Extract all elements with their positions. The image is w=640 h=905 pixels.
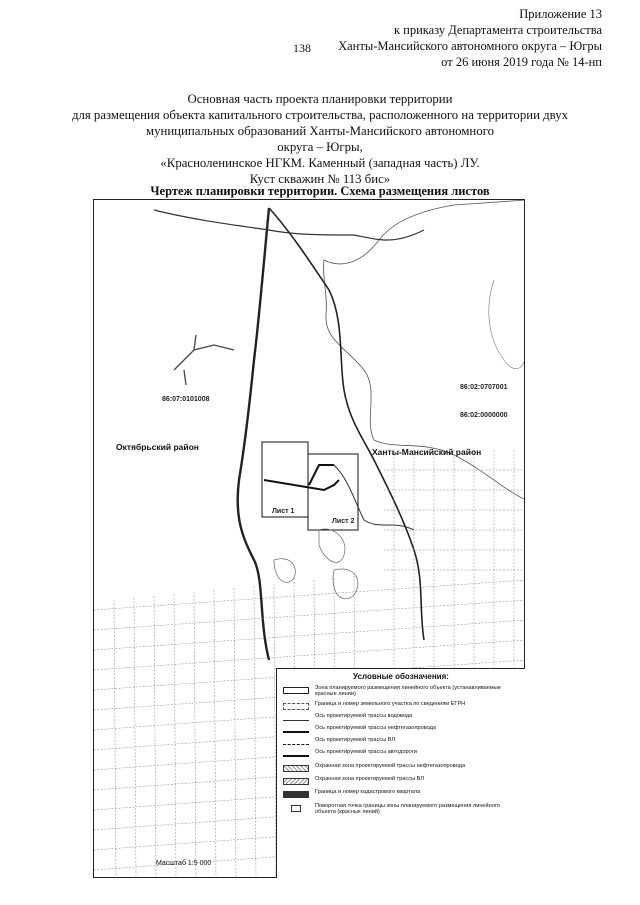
order-line-1: к приказу Департамента строительства [393,23,602,37]
legend-text: Ось проектируемой трассы автодороги [315,749,417,755]
sheet-1-rect [262,442,308,517]
legend-item [277,749,522,761]
region-label-east: Ханты-Мансийский район [372,447,482,457]
title-line-6: Куст скважин № 113 бис» [249,172,391,186]
title-line-2: для размещения объекта капитального строительства, расположенного на территории двух [71,108,569,122]
legend-swatch [283,739,309,745]
legend-panel [276,668,525,878]
legend-swatch [283,751,309,757]
legend-text: Охранная зона проектируемой трассы нефтегазопровода [315,763,465,769]
order-date: от 26 июня 2019 года № 14-нп [441,55,602,69]
legend-text: Охранная зона проектируемой трассы ВЛ [315,776,424,782]
lake-3 [274,559,295,583]
legend-text: Ось проектируемой трассы ВЛ [315,737,395,743]
title-line-3: муниципальных образований Ханты-Мансийского автономного [145,124,495,138]
legend-swatch [283,727,309,733]
map-scale: Масштаб 1:5 000 [156,860,212,867]
legend-item [277,725,522,737]
legend-swatch [283,703,309,710]
title-line-5: «Красноленинское НГКМ. Каменный (западная часть) ЛУ. [160,156,480,170]
legend-text: Граница и номер земельного участка по сведениям ЕГРН [315,701,466,707]
cadastral-label-3: 86:02:0000000 [460,412,508,419]
legend-text: Граница и номер кадастрового квартала [315,789,421,795]
page-number: 138 [293,41,311,55]
legend-text: Ось проектируемой трассы нефтегазопровода [315,725,437,731]
legend-text: Поворотная точка границы зоны планируемого размещения линейного объекта (красных линий) [315,803,500,816]
title-line-4: округа – Югры, [277,140,363,154]
legend-swatch [291,805,301,812]
appendix-label: Приложение 13 [519,7,602,21]
legend-item [277,789,522,801]
water-contour [489,280,525,369]
legend-swatch [283,791,309,798]
legend-text: Зона планируемого размещения линейного объекта (устанавливаемые красные линии) [315,685,501,698]
sheet-1-label: Лист 1 [272,508,295,515]
legend-swatch [283,715,309,721]
legend-swatch [283,765,309,772]
order-line-2: Ханты-Мансийского автономного округа – Югры [338,39,602,53]
legend-item [277,763,522,775]
legend-text: Ось проектируемой трассы водовода [315,713,413,719]
sheet-2-label: Лист 2 [332,518,355,525]
legend-item [277,701,522,713]
pipeline-branch-west [174,335,234,385]
cadastral-label-2: 86:02:0707001 [460,384,508,391]
legend-item [277,713,522,725]
region-label-west: Октябрьский район [116,442,199,452]
legend-swatch [283,687,309,694]
lake-1 [319,529,345,562]
legend-item [277,776,522,788]
projected-route [264,465,339,490]
legend-item [277,737,522,749]
legend-item [277,685,522,697]
main-road-east [269,208,424,640]
legend-item [277,803,522,815]
legend-swatch [283,778,309,785]
road-north [154,210,424,240]
title-line-1: Основная часть проекта планировки территории [187,92,453,106]
map-heading: Чертеж планировки территории. Схема размещения листов [150,184,490,198]
legend-title: Условные обозначения: [353,672,449,681]
cadastral-label-1: 86:07:0101008 [162,396,210,403]
main-road-west [238,208,269,660]
